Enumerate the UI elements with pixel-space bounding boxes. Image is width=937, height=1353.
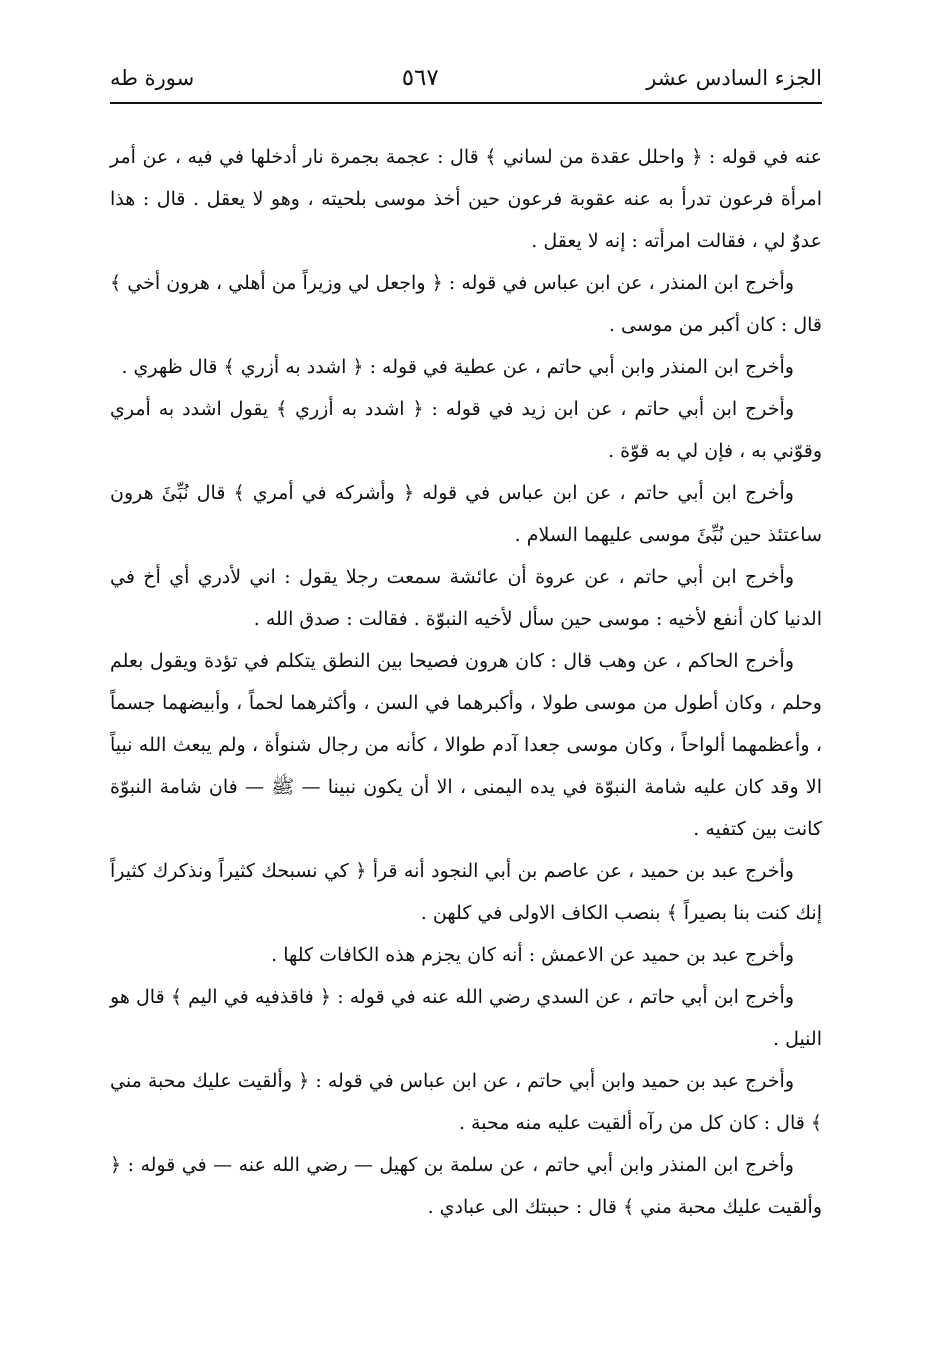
paragraph-7: وأخرج الحاكم ، عن وهب قال : كان هرون فصيحا بين النطق يتكلم في تؤدة ويقول بعلم وحلم ، وكان أطول من موسى طولا ، وأكبرهما في السن ، وأكثرهما لحماً ، وأبيضهما جسماً ، وأعظمهما ألواحاً ، وكان موسى جعدا آدم طوالا ، كأنه من رجال شنوأة ، ولم يبعث الله نبياً الا وقد كان عليه شامة النبوّة في يده اليمنى ، الا أن يكون نبينا — ﷺ — فان شامة النبوّة كانت بين كتفيه .: [110, 650, 823, 840]
page-number: ٥٦٧: [401, 65, 439, 91]
paragraph-1: عنه في قوله : ﴿ واحلل عقدة من لساني ﴾ قال : عجمة بجمرة نار أدخلها في فيه ، عن أمر امرأة فرعون تدرأ به عنه عقوبة فرعون حين أخذ موسى بلحيته ، وهو لا يعقل . قال : هذا عدوٌ لي ، فقالت امرأته : إنه لا يعقل .: [110, 146, 822, 252]
page-body: [110, 136, 822, 1228]
paragraph-6: وأخرج ابن أبي حاتم ، عن عروة أن عائشة سمعت رجلا يقول : اني لأدري أي أخ في الدنيا كان أنفع لأخيه : موسى حين سأل لأخيه النبوّة . فقالت : صدق الله .: [110, 566, 822, 630]
paragraph-9: وأخرج عبد بن حميد عن الاعمش : أنه كان يجزم هذه الكافات كلها .: [271, 944, 794, 966]
paragraph-5: وأخرج ابن أبي حاتم ، عن ابن عباس في قوله ﴿ وأشركه في أمري ﴾ قال نُبِّئَ هرون ساعتئذ حين نُبِّئَ موسى عليهما السلام .: [110, 482, 822, 546]
paragraph-10: وأخرج ابن أبي حاتم ، عن السدي رضي الله عنه في قوله : ﴿ فاقذفيه في اليم ﴾ قال هو النيل .: [110, 986, 822, 1050]
header-part-title: الجزء السادس عشر: [646, 66, 822, 90]
paragraph-4: وأخرج ابن أبي حاتم ، عن ابن زيد في قوله : ﴿ اشدد به أزري ﴾ يقول اشدد به أمري وقوّني به ، فإن لي به قوّة .: [110, 398, 822, 462]
paragraph-12: وأخرج ابن المنذر وابن أبي حاتم ، عن سلمة بن كهيل — رضي الله عنه — في قوله : ﴿ وألقيت عليك محبة مني ﴾ قال : حببتك الى عبادي .: [110, 1154, 822, 1218]
paragraph-3: وأخرج ابن المنذر وابن أبي حاتم ، عن عطية في قوله : ﴿ اشدد به أزري ﴾ قال ظهري .: [121, 356, 794, 378]
header-rule: [110, 102, 822, 104]
page-header: [110, 58, 822, 98]
paragraph-2: وأخرج ابن المنذر ، عن ابن عباس في قوله : ﴿ واجعل لي وزيراً من أهلي ، هرون أخي ﴾ قال : كان أكبر من موسى .: [110, 272, 822, 336]
header-surah-title: سورة طه: [110, 66, 195, 90]
paragraph-11: وأخرج عبد بن حميد وابن أبي حاتم ، عن ابن عباس في قوله : ﴿ وألقيت عليك محبة مني ﴾ قال : كان كل من رآه ألقيت عليه منه محبة .: [110, 1070, 822, 1134]
paragraph-8: وأخرج عبد بن حميد ، عن عاصم بن أبي النجود أنه قرأ ﴿ كي نسبحك كثيراً ونذكرك كثيراً إنك كنت بنا بصيراً ﴾ بنصب الكاف الاولى في كلهن .: [110, 860, 822, 924]
